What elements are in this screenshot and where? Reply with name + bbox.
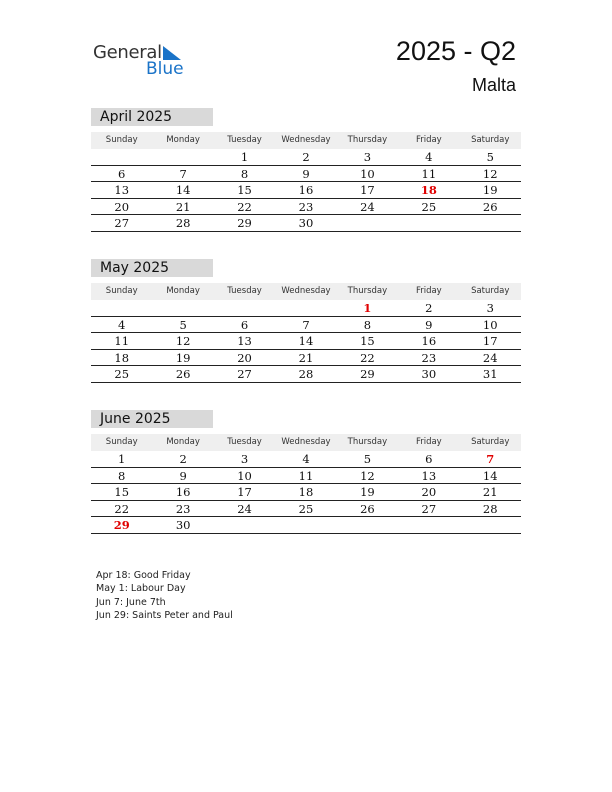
day-cell: 28	[175, 216, 191, 231]
day-cell: 9	[179, 468, 187, 483]
week-row	[91, 333, 521, 350]
week-row	[91, 317, 521, 334]
day-cell: 29	[237, 216, 252, 231]
weekday-label: Sunday	[105, 135, 138, 145]
weekday-label: Friday	[415, 135, 442, 145]
country-name: Malta	[471, 75, 516, 95]
weeks-grid	[91, 451, 521, 534]
day-cell: 29	[360, 367, 375, 382]
day-cell: 8	[118, 468, 126, 483]
day-cell: 2	[425, 301, 433, 315]
day-cell: 12	[175, 334, 191, 349]
day-cell: 3	[486, 301, 494, 315]
day-cell: 8	[363, 317, 372, 332]
day-cell: 20	[421, 485, 437, 500]
logo-word-general: General	[93, 42, 162, 63]
day-cell: 11	[298, 468, 314, 483]
empty-day-cell	[337, 517, 398, 533]
day-cell: 13	[237, 334, 252, 349]
day-cell: 1	[240, 150, 249, 164]
holiday-note: Jun 29: Saints Peter and Paul	[96, 609, 233, 621]
empty-day-cell	[460, 517, 521, 533]
day-cell: 25	[421, 199, 437, 214]
empty-day-cell	[91, 149, 152, 165]
day-cell: 21	[175, 199, 191, 214]
day-cell: 16	[298, 183, 314, 198]
weeks-grid	[91, 300, 521, 383]
holiday-day-cell: 7	[486, 452, 495, 466]
day-cell: 27	[237, 367, 252, 382]
holiday-day-cell: 1	[363, 301, 372, 315]
week-row	[91, 484, 521, 501]
day-cell: 3	[240, 452, 249, 466]
empty-day-cell	[214, 300, 275, 316]
holiday-note: Apr 18: Good Friday	[96, 570, 191, 581]
holiday-notes	[96, 569, 233, 622]
day-cell: 14	[482, 468, 498, 483]
month-title: April 2025	[91, 108, 213, 126]
day-cell: 22	[237, 199, 252, 214]
weekday-label: Friday	[415, 437, 442, 447]
day-cell: 13	[421, 468, 437, 483]
day-cell: 23	[421, 350, 437, 365]
day-cell: 16	[175, 485, 191, 500]
weekday-label: Monday	[166, 135, 200, 145]
day-cell: 24	[360, 199, 375, 214]
month-calendar-may	[91, 259, 521, 383]
weekday-label: Tuesday	[227, 286, 262, 296]
holiday-note: Jun 7: June 7th	[96, 596, 166, 608]
day-cell: 28	[482, 501, 498, 516]
day-cell: 27	[114, 216, 130, 231]
weekday-label: Wednesday	[281, 135, 331, 145]
day-cell: 17	[237, 485, 252, 500]
logo-word-blue: Blue	[146, 59, 184, 79]
day-cell: 1	[118, 452, 126, 466]
day-cell: 4	[118, 317, 126, 332]
week-row	[91, 300, 521, 317]
day-cell: 19	[482, 183, 498, 198]
day-cell: 9	[425, 317, 433, 332]
week-row	[91, 215, 521, 232]
day-cell: 5	[179, 317, 187, 332]
day-cell: 10	[237, 468, 252, 483]
weekday-label: Wednesday	[281, 286, 331, 296]
day-cell: 5	[363, 452, 372, 466]
day-cell: 15	[237, 183, 252, 198]
weekday-label: Monday	[166, 286, 200, 296]
month-calendar-june	[91, 410, 521, 534]
holiday-day-cell: 18	[420, 183, 437, 198]
day-cell: 30	[175, 518, 191, 533]
day-cell: 24	[482, 350, 498, 365]
day-cell: 19	[360, 485, 375, 500]
day-cell: 5	[486, 150, 494, 164]
day-cell: 28	[298, 367, 314, 382]
week-row	[91, 366, 521, 383]
empty-day-cell	[337, 215, 398, 231]
day-cell: 8	[240, 166, 249, 181]
weekday-label: Friday	[415, 286, 442, 296]
day-cell: 21	[482, 485, 498, 500]
day-cell: 25	[298, 501, 314, 516]
weekday-header-row	[91, 283, 521, 300]
month-title: May 2025	[91, 259, 213, 277]
empty-day-cell	[275, 517, 336, 533]
empty-day-cell	[398, 517, 459, 533]
week-row	[91, 149, 521, 166]
day-cell: 7	[302, 317, 310, 332]
day-cell: 19	[175, 350, 191, 365]
weekday-label: Thursday	[347, 437, 388, 447]
week-row	[91, 501, 521, 518]
empty-day-cell	[152, 300, 213, 316]
weekday-header-row	[91, 434, 521, 451]
day-cell: 23	[175, 501, 191, 516]
month-calendar-april	[91, 108, 521, 232]
week-row	[91, 350, 521, 367]
day-cell: 26	[482, 199, 498, 214]
day-cell: 16	[421, 334, 437, 349]
weekday-label: Saturday	[471, 286, 510, 296]
day-cell: 4	[425, 150, 433, 164]
week-row	[91, 166, 521, 183]
empty-day-cell	[214, 517, 275, 533]
day-cell: 24	[237, 501, 252, 516]
day-cell: 17	[482, 334, 498, 349]
day-cell: 18	[298, 485, 314, 500]
day-cell: 2	[179, 452, 187, 466]
day-cell: 15	[360, 334, 375, 349]
holiday-note: May 1: Labour Day	[96, 583, 186, 595]
week-row	[91, 468, 521, 485]
day-cell: 6	[118, 166, 126, 181]
day-cell: 31	[482, 367, 498, 382]
day-cell: 14	[298, 334, 314, 349]
empty-day-cell	[152, 149, 213, 165]
weekday-label: Tuesday	[227, 135, 262, 145]
day-cell: 27	[421, 501, 437, 516]
page-title: 2025 - Q2	[395, 36, 516, 66]
day-cell: 20	[114, 199, 130, 214]
day-cell: 30	[421, 367, 437, 382]
day-cell: 6	[425, 452, 433, 466]
weekday-label: Monday	[166, 437, 200, 447]
day-cell: 6	[240, 317, 249, 332]
generalblue-logo	[93, 42, 193, 78]
weekday-label: Sunday	[105, 437, 138, 447]
week-row	[91, 451, 521, 468]
empty-day-cell	[460, 215, 521, 231]
weekday-label: Wednesday	[281, 437, 331, 447]
week-row	[91, 199, 521, 216]
day-cell: 7	[179, 166, 187, 181]
week-row	[91, 182, 521, 199]
weeks-grid	[91, 149, 521, 232]
day-cell: 4	[302, 452, 310, 466]
day-cell: 11	[114, 334, 130, 349]
day-cell: 13	[114, 183, 130, 198]
day-cell: 11	[421, 166, 437, 181]
week-row	[91, 517, 521, 534]
day-cell: 2	[302, 150, 310, 164]
holiday-day-cell: 29	[113, 518, 130, 533]
day-cell: 20	[237, 350, 252, 365]
day-cell: 10	[482, 317, 498, 332]
day-cell: 18	[114, 350, 130, 365]
month-title: June 2025	[91, 410, 213, 428]
day-cell: 3	[363, 150, 372, 164]
day-cell: 12	[482, 166, 498, 181]
day-cell: 25	[114, 367, 130, 382]
day-cell: 10	[360, 166, 375, 181]
weekday-label: Tuesday	[227, 437, 262, 447]
weekday-header-row	[91, 132, 521, 149]
day-cell: 15	[114, 485, 130, 500]
day-cell: 22	[360, 350, 375, 365]
day-cell: 23	[298, 199, 314, 214]
day-cell: 17	[360, 183, 375, 198]
weekday-label: Saturday	[471, 437, 510, 447]
day-cell: 22	[114, 501, 130, 516]
empty-day-cell	[275, 300, 336, 316]
weekday-label: Thursday	[347, 135, 388, 145]
empty-day-cell	[398, 215, 459, 231]
weekday-label: Sunday	[105, 286, 138, 296]
day-cell: 26	[175, 367, 191, 382]
weekday-label: Saturday	[471, 135, 510, 145]
day-cell: 30	[298, 216, 314, 231]
weekday-label: Thursday	[347, 286, 388, 296]
day-cell: 9	[302, 166, 310, 181]
day-cell: 12	[360, 468, 375, 483]
day-cell: 26	[360, 501, 375, 516]
day-cell: 21	[298, 350, 314, 365]
empty-day-cell	[91, 300, 152, 316]
day-cell: 14	[175, 183, 191, 198]
